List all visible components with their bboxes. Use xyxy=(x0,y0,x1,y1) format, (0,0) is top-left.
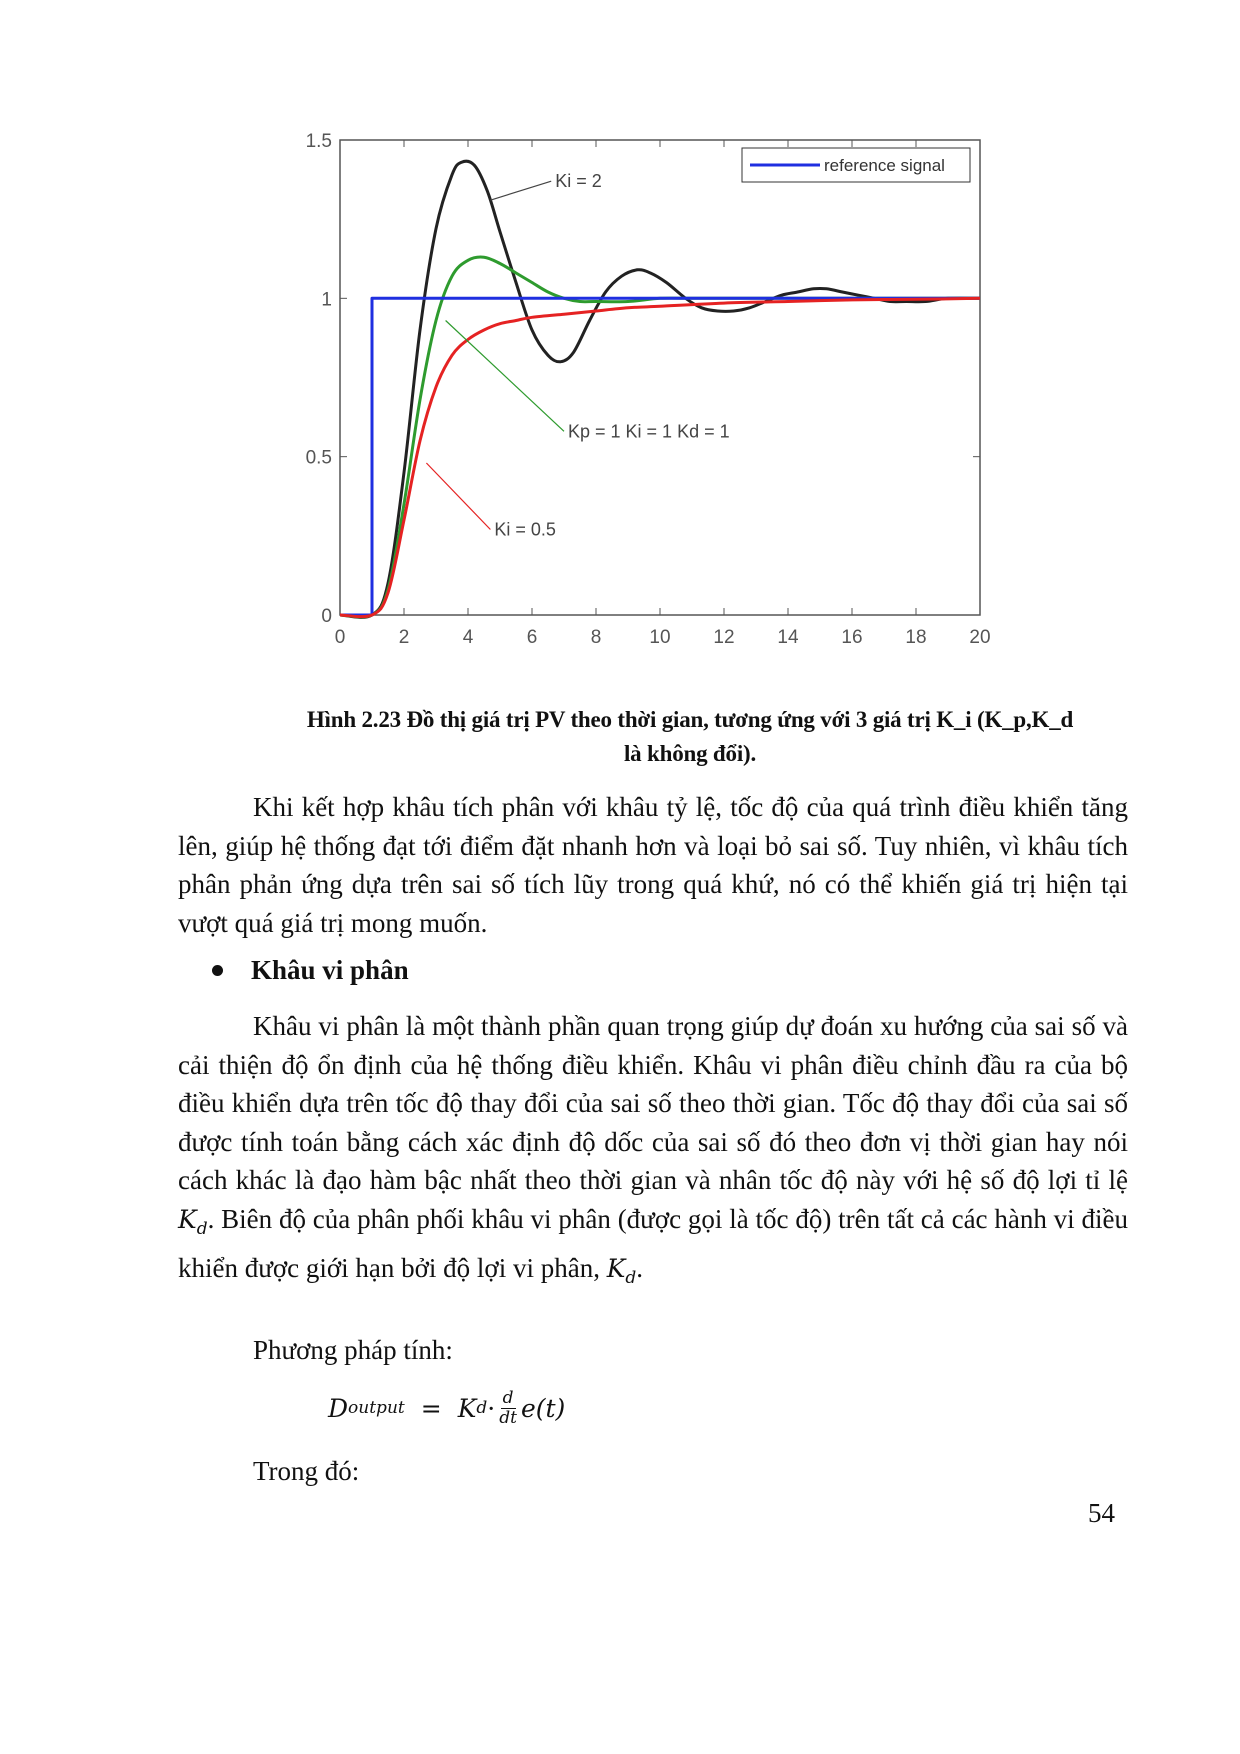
caption-line-1: Hình 2.23 Đồ thị giá trị PV theo thời gian, tương ứng với 3 giá trị K_i (K_p,K_d xyxy=(306,707,1074,732)
x-tick-label: 18 xyxy=(905,627,927,648)
method-label: Phương pháp tính: xyxy=(253,1335,453,1365)
formula-lhs: D xyxy=(328,1393,349,1423)
caption-line-2: là không đổi). xyxy=(623,741,757,766)
math-d-subscript-2: d xyxy=(625,1267,637,1288)
fraction-numerator: d xyxy=(502,1387,514,1408)
formula-rhs: e(t) xyxy=(520,1393,566,1423)
paragraph-integral-effect: Khi kết hợp khâu tích phân với khâu tỷ lệ, tốc độ của quá trình điều khiển tăng lên, giúp hệ thống đạt tới điểm đặt nhanh hơn và loại bỏ sai số. Tuy nhiên, vì khâu tích phân phản ứng dựa trên sai số tích lũy trong quá khứ, nó có thể khiến giá trị hiện tại vượt quá giá trị mong muốn. xyxy=(178,792,1128,938)
bullet-icon xyxy=(212,965,223,976)
formula-fraction xyxy=(499,1389,517,1428)
plot-frame xyxy=(340,140,980,615)
x-tick-label: 0 xyxy=(334,627,346,648)
x-tick-label: 12 xyxy=(713,627,735,648)
y-tick-label: 1 xyxy=(321,289,332,311)
x-tick-label: 14 xyxy=(777,627,799,648)
y-tick-label: 0 xyxy=(321,606,332,627)
x-tick-label: 10 xyxy=(649,627,671,648)
chart-svg xyxy=(290,120,1010,680)
annotation-label-1: Kp = 1 Ki = 1 Kd = 1 xyxy=(568,421,730,442)
y-tick-label: 0.5 xyxy=(305,447,332,469)
formula-equals: = xyxy=(420,1393,442,1423)
heading-text: Khâu vi phân xyxy=(251,955,409,985)
math-k-2: K xyxy=(606,1253,626,1283)
formula-k-subscript: d xyxy=(476,1398,488,1418)
legend-label: reference signal xyxy=(824,156,945,175)
math-kd-symbol xyxy=(178,1204,208,1239)
pid-response-chart xyxy=(290,120,1010,680)
paragraph-text-part-1: Khâu vi phân là một thành phần quan trọng giúp dự đoán xu hướng của sai số và cải thiện độ ổn định của hệ thống điều khiển. Khâu vi phân điều chỉnh đầu ra của bộ điều khiển dựa trên tốc độ thay đổi của sai số theo thời gian. Tốc độ thay đổi của sai số được tính toán bằng cách xác định độ dốc của sai số đó theo đơn vị thời gian hay nói cách khác là đạo hàm bậc nhất theo thời gian và nhân tốc độ này với hệ số độ lợi tỉ lệ xyxy=(178,1011,1128,1196)
x-tick-label: 20 xyxy=(969,627,991,648)
paragraph-derivative-description xyxy=(178,1007,1128,1297)
annotation-label-0: Ki = 2 xyxy=(555,171,602,192)
x-tick-label: 6 xyxy=(526,627,538,648)
y-tick-label: 1.5 xyxy=(305,131,332,152)
x-tick-label: 2 xyxy=(398,627,410,648)
formula-lhs-subscript: output xyxy=(348,1398,405,1418)
paragraph-text-part-2: . Biên độ của phân phối khâu vi phân (được gọi là tốc độ) trên tất cả các hành vi điều khiển được giới hạn bởi độ lợi vi phân, xyxy=(178,1203,1128,1283)
where-label: Trong đó: xyxy=(253,1456,360,1486)
x-tick-label: 8 xyxy=(590,627,602,648)
x-tick-label: 4 xyxy=(462,627,474,648)
math-kd-symbol-2 xyxy=(606,1253,637,1288)
annotation-label-2: Ki = 0.5 xyxy=(494,519,556,540)
page-number: 54 xyxy=(1088,1498,1115,1528)
math-k: K xyxy=(178,1204,197,1234)
formula-dot: · xyxy=(487,1393,496,1423)
formula-k: K xyxy=(457,1393,477,1423)
figure-caption xyxy=(250,703,1130,771)
math-d-subscript: d xyxy=(196,1218,208,1239)
derivative-formula xyxy=(328,1378,565,1438)
fraction-denominator: dt xyxy=(499,1407,517,1428)
x-tick-label: 16 xyxy=(841,627,863,648)
paragraph-text-part-3: . xyxy=(636,1252,644,1283)
section-heading-derivative xyxy=(212,955,409,986)
